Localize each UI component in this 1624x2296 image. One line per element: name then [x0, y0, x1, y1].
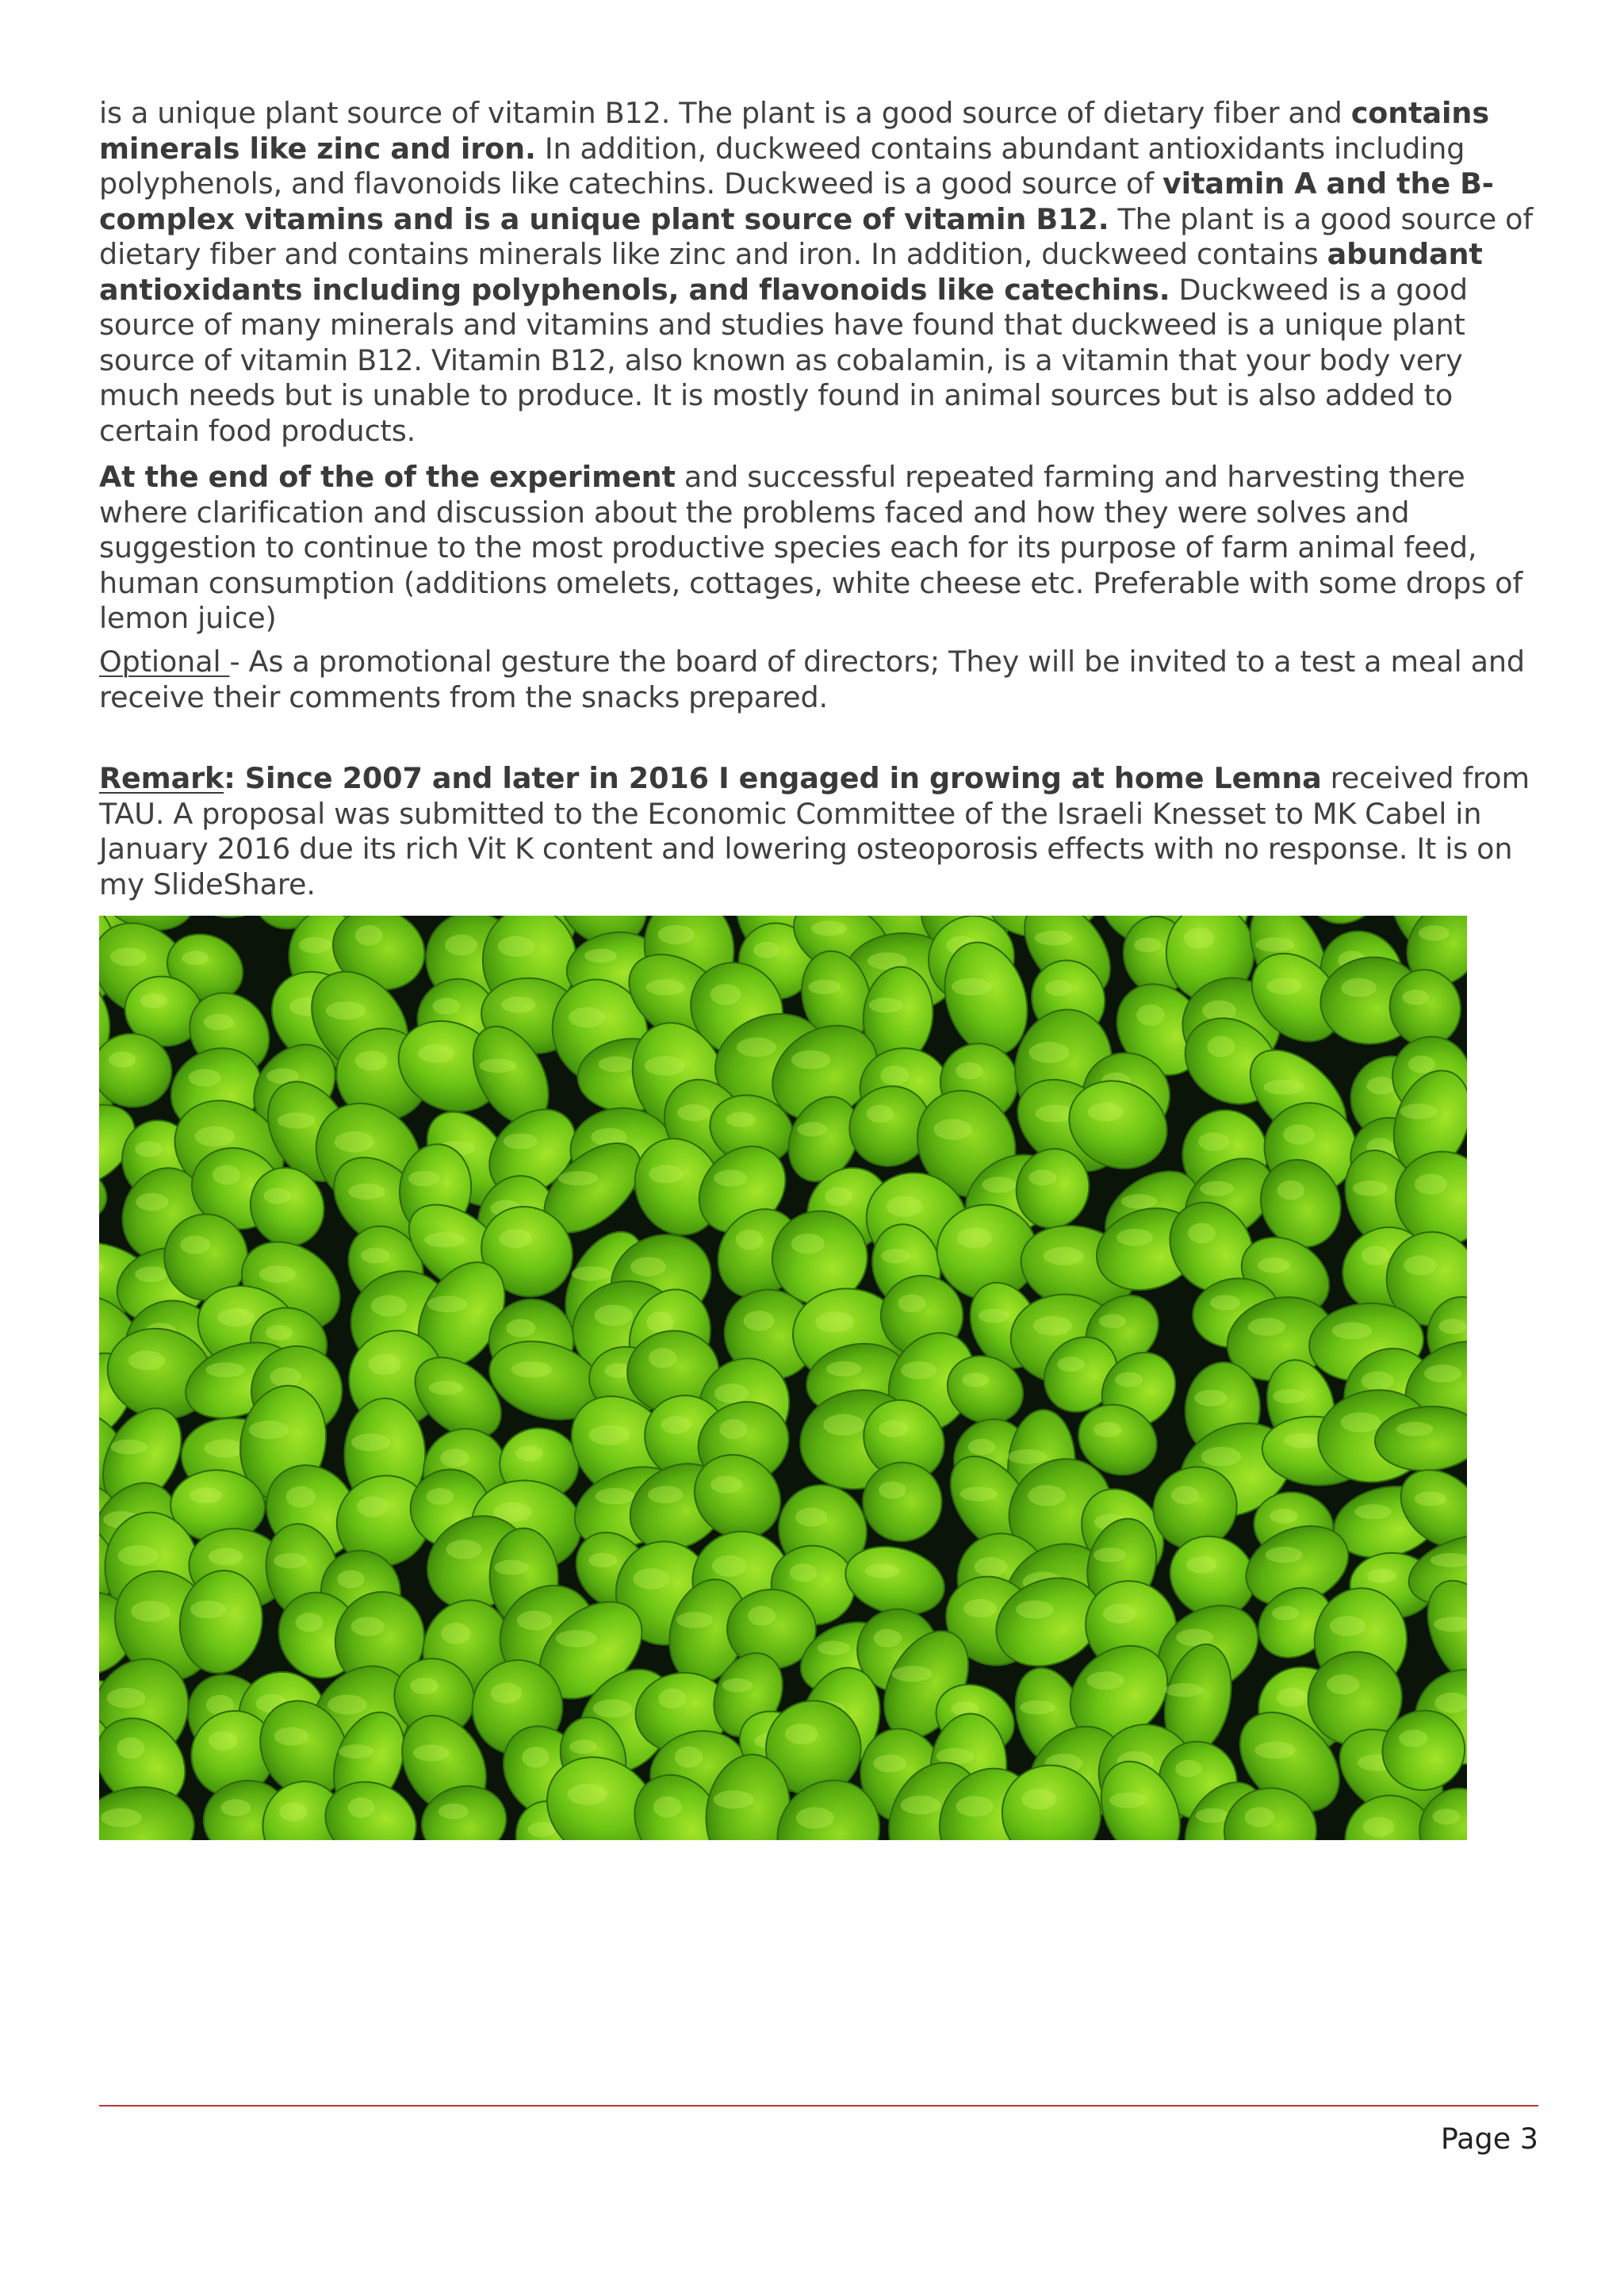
page-number: Page 3 — [1440, 2122, 1538, 2156]
frond-highlight — [957, 1227, 992, 1248]
frond-highlight — [795, 1508, 827, 1527]
frond-highlight — [1028, 1485, 1066, 1506]
frond-highlight — [249, 1421, 289, 1439]
frond-highlight — [826, 1361, 862, 1376]
frond-highlight — [491, 1683, 523, 1704]
frond-highlight — [117, 1737, 145, 1758]
frond-highlight — [959, 1487, 997, 1501]
frond-highlight — [1283, 1124, 1315, 1145]
frond-highlight — [499, 1229, 531, 1248]
paragraph-nutrition — [99, 96, 1546, 449]
frond-highlight — [446, 1540, 482, 1559]
frond-highlight — [1367, 1569, 1396, 1583]
frond-highlight — [1044, 1247, 1084, 1265]
frond-highlight — [1196, 1808, 1229, 1823]
frond-highlight — [494, 1560, 529, 1575]
frond-highlight — [648, 1486, 684, 1503]
frond-highlight — [952, 978, 992, 996]
frond-highlight — [815, 1311, 854, 1332]
frond-highlight — [1022, 1789, 1057, 1810]
frond-highlight — [1330, 1616, 1366, 1636]
frond-highlight — [1094, 1422, 1121, 1437]
frond-highlight — [418, 1044, 455, 1063]
frond-highlight — [1020, 1701, 1055, 1715]
frond-highlight — [646, 979, 685, 995]
frond-highlight — [432, 998, 460, 1015]
frond-highlight — [135, 1266, 167, 1282]
frond-highlight — [633, 1568, 669, 1590]
frond-highlight — [410, 1678, 439, 1694]
frond-highlight — [1277, 1181, 1304, 1200]
frond-highlight — [649, 1348, 677, 1368]
frond-highlight — [1245, 1807, 1275, 1827]
frond-highlight — [645, 1056, 685, 1076]
frond-highlight — [1272, 1606, 1299, 1621]
frond-highlight — [1415, 1491, 1446, 1506]
frond-highlight — [790, 1563, 818, 1582]
frond-highlight — [676, 1612, 713, 1628]
frond-highlight — [1116, 1229, 1153, 1246]
frond-highlight — [506, 1319, 535, 1337]
text-run: - As a promotional gesture the board of directors; They will be invited to a test a meal and receive their comments from the snacks prepared. — [99, 645, 1525, 714]
frond-highlight — [259, 1265, 297, 1283]
frond-highlight — [498, 936, 535, 957]
frond-highlight — [710, 1476, 742, 1494]
frond-highlight — [107, 1688, 146, 1709]
frond-highlight — [1207, 1036, 1235, 1058]
frond-highlight — [722, 1678, 753, 1693]
frond-highlight — [209, 1548, 243, 1566]
frond-highlight — [189, 1069, 221, 1086]
frond-highlight — [511, 1361, 552, 1377]
frond-highlight — [873, 1755, 906, 1773]
frond-highlight — [111, 1440, 147, 1455]
frond-highlight — [326, 1001, 366, 1020]
frond-highlight — [205, 1439, 246, 1457]
frond-highlight — [286, 1487, 316, 1508]
frond-highlight — [1341, 1412, 1381, 1432]
frond-highlight — [963, 1599, 997, 1618]
frond-highlight — [1362, 1372, 1394, 1391]
frond-highlight — [195, 1127, 235, 1147]
frond-highlight — [274, 1727, 309, 1745]
text-run: The plant is a good source of dietary fiber and contains minerals like zinc and iron. In addition, duckweed contains — [99, 201, 1534, 271]
text-run: In addition, duckweed contains abundant antioxidants including polyphenols, and flavonoids like catechins. Duckweed is a good source of — [99, 131, 1465, 201]
frond-highlight — [737, 1038, 776, 1058]
frond-highlight — [1400, 1104, 1438, 1119]
frond-highlight — [881, 1249, 910, 1264]
frond-highlight — [1134, 938, 1161, 953]
frond-highlight — [1362, 1246, 1389, 1265]
frond-highlight — [1366, 1077, 1396, 1095]
frond-highlight — [1270, 1509, 1297, 1524]
frond-highlight — [479, 1058, 515, 1073]
frond-highlight — [427, 1488, 454, 1505]
frond-highlight — [567, 1784, 607, 1805]
frond-highlight — [263, 1188, 291, 1203]
frond-highlight — [956, 1062, 982, 1079]
frond-highlight — [714, 1790, 754, 1808]
frond-highlight — [327, 1695, 367, 1715]
frond-highlight — [413, 1744, 450, 1761]
frond-highlight — [1200, 1181, 1234, 1196]
frond-highlight — [1353, 1181, 1388, 1196]
frond-highlight — [714, 1169, 747, 1186]
frond-highlight — [556, 1630, 597, 1647]
frond-highlight — [355, 1050, 388, 1070]
frond-highlight — [220, 1799, 251, 1816]
bold-run: vitamin A and the B-complex vitamins and is a unique plant source of vitamin B12. — [99, 166, 1494, 236]
frond-highlight — [440, 1448, 469, 1467]
frond-highlight — [867, 1105, 894, 1123]
frond-highlight — [901, 1361, 936, 1380]
frond-highlight — [1194, 1390, 1227, 1406]
frond-highlight — [1404, 1255, 1436, 1275]
frond-highlight — [1184, 928, 1215, 949]
frond-highlight — [1057, 1357, 1085, 1372]
frond-highlight — [975, 1557, 1008, 1577]
frond-highlight — [368, 1354, 400, 1376]
frond-highlight — [874, 1629, 902, 1647]
frond-highlight — [892, 1666, 933, 1682]
frond-highlight — [1035, 931, 1073, 946]
frond-highlight — [515, 1445, 543, 1461]
text-run: is a unique plant source of vitamin B12. The plant is a good source of dietary fiber and — [99, 96, 1351, 130]
frond-highlight — [1399, 1730, 1427, 1747]
frond-highlight — [131, 1601, 170, 1622]
frond-highlight — [266, 1325, 293, 1340]
frond-highlight — [348, 1184, 385, 1200]
frond-highlight — [797, 1122, 828, 1136]
frond-highlight — [785, 1724, 818, 1744]
frond-highlight — [1255, 937, 1294, 951]
text-run: and successful repeated farming and harvesting there where clarification and discussion about the problems faced and how they were solves and suggestion to continue to the most productive species each for its purpose of farm animal feed, human consumption (additions omelets, cottages, white cheese etc. Preferable with some drops of lemon juice) — [99, 460, 1523, 635]
frond-highlight — [675, 1747, 703, 1768]
frond-highlight — [869, 997, 903, 1012]
frond-highlight — [649, 1165, 683, 1183]
frond-highlight — [1171, 1486, 1199, 1505]
frond-highlight — [351, 1617, 385, 1636]
frond-highlight — [136, 1193, 168, 1211]
frond-highlight — [1266, 978, 1301, 995]
frond-highlight — [712, 1556, 746, 1577]
frond-highlight — [1103, 1604, 1136, 1624]
frond-highlight — [213, 1165, 240, 1185]
frond-highlight — [427, 1296, 468, 1313]
frond-highlight — [501, 997, 536, 1013]
frond-highlight — [962, 1372, 989, 1387]
frond-highlight — [818, 1641, 850, 1655]
frond-highlight — [982, 1177, 1016, 1192]
frond-highlight — [140, 993, 167, 1008]
text-run: Duckweed is a good source of many minerals and vitamins and studies have found that duckweed is a unique plant source of vitamin B12. Vitamin B12, also known as cobalamin, is a vitamin that your body very much needs but is unable to produce. It is mostly found in animal sources but is also added to certain food products. — [99, 272, 1468, 448]
bold-run: abundant antioxidants including polyphenols, and flavonoids like catechins. — [99, 237, 1483, 307]
frond-highlight — [424, 1232, 465, 1247]
frond-highlight — [209, 1732, 237, 1751]
frond-highlight — [1419, 925, 1450, 940]
frond-highlight — [796, 1808, 834, 1829]
frond-highlight — [657, 925, 694, 945]
frond-highlight — [182, 951, 209, 965]
frond-highlight — [128, 1351, 166, 1371]
frond-highlight — [1099, 1314, 1127, 1329]
frond-highlight — [726, 1112, 756, 1127]
frond-highlight — [593, 1699, 633, 1717]
underlined-run: Remark — [99, 761, 224, 795]
frond-highlight — [1354, 1504, 1392, 1519]
frond-highlight — [1432, 1808, 1460, 1824]
frond-highlight — [1136, 1004, 1165, 1026]
frond-highlight — [204, 1014, 234, 1031]
frond-highlight — [661, 1416, 691, 1434]
frond-highlight — [371, 1295, 407, 1317]
frond-highlight — [880, 1066, 909, 1085]
frond-highlight — [1109, 1793, 1146, 1808]
frond-highlight — [1176, 1629, 1213, 1647]
frond-highlight — [1396, 1422, 1434, 1437]
frond-highlight — [956, 1796, 994, 1816]
frond-highlight — [351, 1433, 391, 1451]
frond-highlight — [1273, 1389, 1306, 1403]
frond-highlight — [748, 1606, 776, 1626]
frond-highlight — [879, 1420, 908, 1437]
frond-highlight — [1186, 1556, 1216, 1574]
frond-highlight — [1248, 1318, 1285, 1336]
frond-highlight — [1007, 1449, 1047, 1464]
frond-highlight — [1029, 1042, 1070, 1063]
frond-highlight — [596, 1488, 635, 1505]
frond-highlight — [296, 1613, 324, 1632]
frond-highlight — [110, 947, 147, 966]
bold-run: : Since 2007 and later in 2016 I engaged in growing at home Lemna — [224, 761, 1322, 795]
frond-highlight — [1028, 1169, 1056, 1185]
frond-highlight — [588, 1553, 617, 1568]
frond-highlight — [445, 935, 477, 955]
frond-highlight — [1258, 1257, 1290, 1272]
frond-highlight — [811, 921, 847, 936]
frond-highlight — [569, 1007, 605, 1027]
frond-highlight — [429, 1381, 463, 1395]
frond-highlight — [1424, 1364, 1461, 1382]
frond-highlight — [504, 1134, 538, 1150]
frond-highlight — [569, 1740, 597, 1755]
frond-highlight — [1045, 980, 1072, 996]
frond-highlight — [439, 1804, 469, 1820]
frond-highlight — [299, 937, 331, 954]
frond-highlight — [1164, 1683, 1204, 1697]
frond-highlight — [335, 1131, 374, 1153]
frond-highlight — [1327, 1674, 1360, 1694]
frond-highlight — [659, 1688, 687, 1709]
frond-highlight — [599, 1056, 635, 1072]
frond-highlight — [1255, 1741, 1296, 1758]
frond-highlight — [584, 949, 617, 963]
frond-highlight — [630, 1257, 666, 1276]
frond-highlight — [1332, 1322, 1373, 1340]
frond-highlight — [135, 1141, 163, 1157]
frond-highlight — [339, 1744, 374, 1758]
frond-highlight — [1087, 1671, 1124, 1689]
paragraph-optional — [99, 645, 1546, 715]
frond-highlight — [710, 984, 741, 1005]
underlined-run: Optional — [99, 645, 230, 679]
frond-highlight — [1363, 1817, 1395, 1837]
frond-highlight — [528, 1822, 556, 1837]
frond-highlight — [1201, 1447, 1242, 1466]
frond-highlight — [1266, 1547, 1303, 1563]
frond-highlight — [646, 1311, 674, 1333]
frond-highlight — [571, 1266, 610, 1280]
frond-highlight — [1438, 1318, 1466, 1334]
frond-highlight — [517, 1611, 553, 1631]
frond-highlight — [865, 1563, 900, 1578]
frond-highlight — [1115, 1372, 1143, 1387]
frond-highlight — [823, 1414, 864, 1436]
frond-highlight — [898, 1295, 925, 1313]
frond-highlight — [808, 980, 841, 995]
frond-highlight — [118, 1545, 159, 1566]
frond-highlight — [588, 1425, 629, 1445]
frond-highlight — [1408, 1055, 1435, 1073]
frond-highlight — [1016, 1601, 1054, 1619]
frond-highlight — [1284, 1433, 1322, 1448]
frond-highlight — [1415, 1174, 1447, 1195]
frond-highlight — [558, 1171, 598, 1185]
frond-highlight — [361, 1248, 390, 1264]
text-run: received from TAU. A proposal was submitted to the Economic Committee of the Israeli Knesset to MK Cabel in January 2016 due its rich Vit K content and lowering osteoporosis effects with no response. It is on my SlideShare. — [99, 761, 1530, 901]
frond-highlight — [653, 1797, 682, 1818]
frond-highlight — [736, 1230, 764, 1250]
frond-highlight — [522, 1747, 549, 1767]
frond-highlight — [337, 1570, 365, 1588]
frond-highlight — [217, 1308, 255, 1326]
frond-highlight — [348, 1797, 375, 1818]
frond-highlight — [677, 1104, 710, 1121]
frond-highlight — [714, 1383, 749, 1403]
frond-highlight — [968, 1439, 996, 1455]
frond-highlight — [901, 1796, 941, 1815]
frond-highlight — [753, 942, 780, 959]
frond-highlight — [1121, 1194, 1157, 1208]
frond-highlight — [1033, 1316, 1072, 1336]
frond-highlight — [1198, 1132, 1229, 1150]
frond-highlight — [1402, 989, 1429, 1005]
frond-highlight — [1210, 1295, 1240, 1311]
frond-highlight — [879, 1482, 906, 1499]
frond-highlight — [355, 925, 383, 946]
frond-highlight — [279, 1802, 308, 1821]
frond-highlight — [101, 1808, 142, 1827]
frond-highlight — [278, 1112, 315, 1128]
frond-highlight — [408, 1171, 440, 1187]
frond-highlight — [190, 1487, 223, 1503]
frond-highlight — [1175, 1760, 1202, 1777]
frond-highlight — [825, 1187, 852, 1206]
frond-highlight — [887, 1196, 922, 1217]
frond-highlight — [1341, 978, 1377, 997]
frond-highlight — [934, 1119, 972, 1139]
frond-highlight — [791, 1050, 830, 1070]
frond-highlight — [979, 1309, 1009, 1323]
frond-highlight — [274, 1553, 307, 1569]
frond-highlight — [190, 1601, 226, 1619]
frond-highlight — [1263, 1080, 1304, 1095]
frond-highlight — [1094, 1548, 1127, 1563]
frond-highlight — [1088, 1103, 1123, 1121]
frond-highlight — [719, 1419, 747, 1439]
frond-highlight — [791, 1234, 825, 1254]
frond-highlight — [744, 1311, 775, 1331]
duckweed-photo — [99, 916, 1467, 1840]
frond-highlight — [109, 1051, 136, 1067]
frond-highlight — [180, 1235, 210, 1253]
frond-highlight — [441, 1623, 471, 1644]
frond-highlight — [357, 1496, 388, 1517]
frond-highlight — [270, 1367, 301, 1387]
footer-divider — [99, 2105, 1538, 2107]
frond-highlight — [1276, 1688, 1308, 1707]
paragraph-remark — [99, 761, 1546, 902]
frond-highlight — [206, 1362, 245, 1377]
frond-highlight — [595, 1305, 633, 1326]
bold-run: At the end of the of the experiment — [99, 460, 676, 494]
paragraph-experiment-end — [99, 460, 1546, 637]
duckweed-illustration — [99, 916, 1467, 1840]
frond-highlight — [1188, 1223, 1216, 1243]
bold-run: contains minerals like zinc and iron. — [99, 96, 1489, 166]
